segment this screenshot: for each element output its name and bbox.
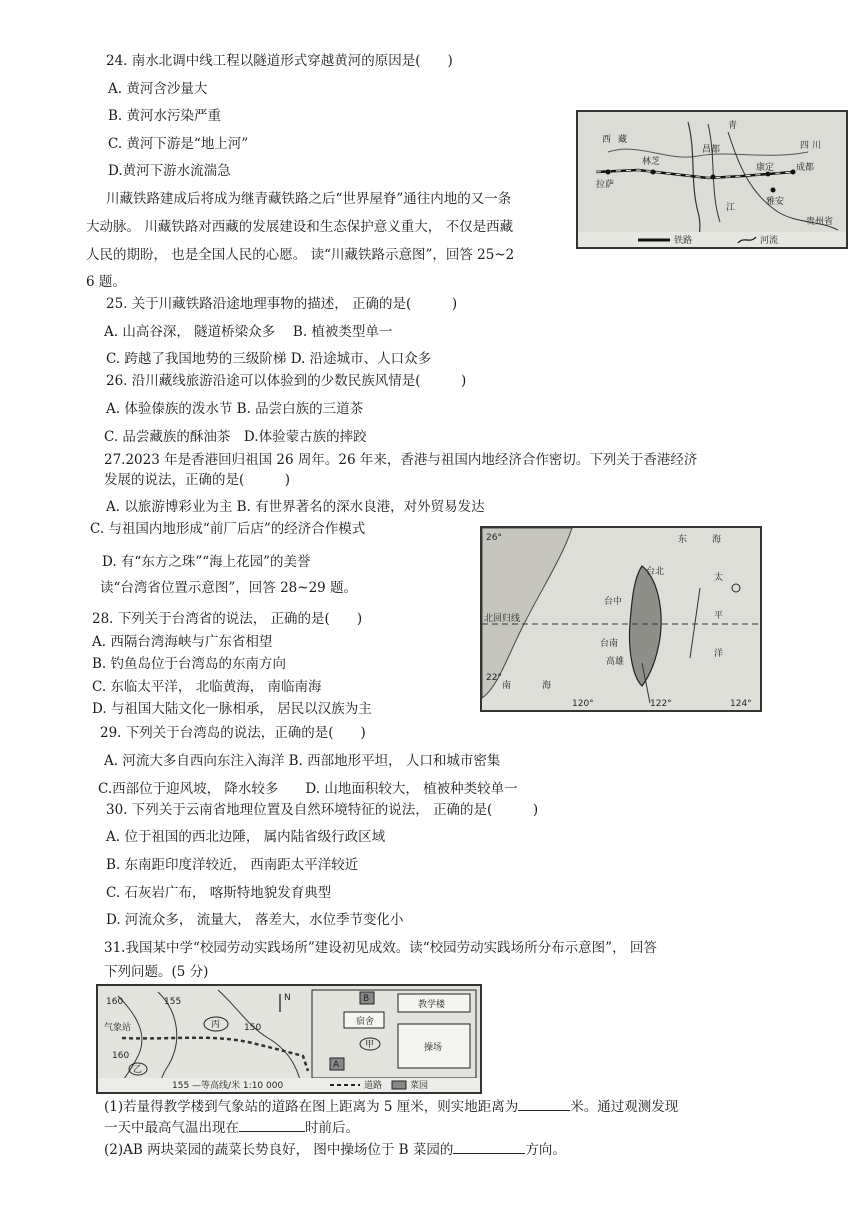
- sichuan-tibet-railway-map: [576, 110, 848, 249]
- q30-option-c: C. 石灰岩广布， 喀斯特地貌发育典型: [106, 885, 332, 901]
- map3-place-bing: 丙: [211, 1020, 221, 1030]
- map1-label-qamdo: 昌都: [702, 145, 721, 155]
- map2-label-taipei: 台北: [646, 567, 665, 577]
- map2-label-ping: 平: [714, 611, 724, 621]
- map1-label-xi: 西: [602, 135, 612, 145]
- q31-blank-direction[interactable]: [453, 1139, 525, 1154]
- q29-options-ab: A. 河流大多自西向东注入海洋 B. 西部地形平坦， 人口和城市密集: [104, 753, 501, 769]
- q30-option-b: B. 东南距印度洋较近， 西南距太平洋较近: [106, 857, 359, 873]
- map1-label-yaan: 雅安: [766, 197, 785, 207]
- map3-place-yi: 乙: [133, 1065, 143, 1075]
- map1-label-chuan: 川: [812, 141, 822, 151]
- q24-option-c: C. 黄河下游是“地上河”: [108, 136, 249, 152]
- map3-place-a: A: [333, 1060, 340, 1070]
- q31-sub1-text-d: 时前后。: [305, 1120, 359, 1136]
- q31-sub2-text-a: (2)AB 两块菜园的蔬菜长势良好， 图中操场位于 B 菜园的: [104, 1142, 454, 1158]
- map2-label-taichung: 台中: [604, 597, 623, 607]
- taiwan-position-map: [480, 526, 762, 712]
- map2-label-kaohsiung: 高雄: [606, 657, 625, 667]
- q26-options-ab: A. 体验傣族的泼水节 B. 品尝白族的三道茶: [106, 401, 364, 417]
- map1-legend-river: 河流: [760, 236, 779, 246]
- q31-sub2-text-b: 方向。: [525, 1142, 566, 1158]
- map3-building-teaching: 教学楼: [418, 1000, 446, 1010]
- q31-sub1-text-c: 一天中最高气温出现在: [104, 1120, 239, 1136]
- map2-label-tainan: 台南: [600, 639, 619, 649]
- q26-stem: 26. 沿川藏线旅游沿途可以体验到的少数民族风情是( ): [106, 373, 467, 389]
- map2-label-tropic: 北回归线: [484, 614, 521, 624]
- passage-line-2: 大动脉。 川藏铁路对西藏的发展建设和生态保护意义重大， 不仅是西藏: [86, 219, 514, 235]
- map3-legend-road: 道路: [364, 1081, 383, 1091]
- map1-label-jiang: 江: [726, 203, 736, 213]
- q29-options-cd: C.西部位于迎风坡， 降水较多 D. 山地面积较大， 植被种类较单一: [98, 781, 518, 797]
- map1-label-nyingchi: 林芝: [642, 157, 661, 167]
- map2-label-nan: 南: [502, 681, 512, 691]
- map1-label-lhasa: 拉萨: [596, 180, 615, 190]
- map1-label-si: 四: [800, 141, 810, 151]
- map3-legend-contour: 155 —等高线/米 1:10 000: [172, 1081, 284, 1091]
- q25-options-ab: A. 山高谷深， 隧道桥梁众多 B. 植被类型单一: [104, 324, 393, 340]
- q31-sub1-text-b: 米。通过观测发现: [570, 1099, 679, 1115]
- q31-blank-time[interactable]: [239, 1117, 305, 1132]
- q28-option-d: D. 与祖国大陆文化一脉相承， 居民以汉族为主: [92, 701, 372, 717]
- q24-option-d: D.黄河下游水流湍急: [108, 163, 231, 179]
- map1-label-kangding: 康定: [756, 163, 775, 173]
- q31-sub1-line-1: [104, 1096, 678, 1117]
- map3-north: N: [284, 993, 291, 1003]
- q24-option-a: A. 黄河含沙量大: [108, 81, 208, 97]
- taiwan-read-prompt: 读“台湾省位置示意图”，回答 28~29 题。: [100, 580, 358, 596]
- map2-tick-lon124: 124°: [730, 699, 752, 709]
- q25-options-cd: C. 跨越了我国地势的三级阶梯 D. 沿途城市、人口众多: [106, 351, 432, 367]
- q28-option-b: B. 钓鱼岛位于台湾岛的东南方向: [92, 656, 287, 672]
- map2-label-tai: 太: [714, 573, 724, 583]
- map1-label-guizhou: 贵州省: [806, 217, 834, 227]
- map3-place-b: B: [363, 994, 370, 1004]
- q29-stem: 29. 下列关于台湾岛的说法，正确的是( ): [100, 725, 366, 741]
- q28-option-c: C. 东临太平洋， 北临黄海， 南临南海: [92, 679, 322, 695]
- map3-building-dorm: 宿舍: [356, 1017, 375, 1027]
- q25-stem: 25. 关于川藏铁路沿途地理事物的描述， 正确的是( ): [106, 296, 458, 312]
- q30-option-d: D. 河流众多， 流量大， 落差大，水位季节变化小: [106, 912, 404, 928]
- map3-place-jia: 甲: [365, 1040, 375, 1050]
- map3-contour-160-top: 160: [106, 997, 124, 1007]
- map3-contour-155: 155: [164, 997, 182, 1007]
- q31-sub1-line-2: [104, 1117, 359, 1138]
- map2-label-hai-south: 海: [542, 681, 552, 691]
- q27-option-c: C. 与祖国内地形成“前厂后店”的经济合作模式: [90, 521, 366, 537]
- passage-line-4: 6 题。: [86, 274, 126, 290]
- map3-contour-160-bottom: 160: [112, 1051, 130, 1061]
- map2-tick-lat22: 22°: [486, 673, 502, 683]
- q31-stem-line-1: 31.我国某中学“校园劳动实践场所”建设初见成效。读“校园劳动实践场所分布示意图”， 回答: [104, 940, 657, 956]
- campus-practice-site-map: [96, 984, 482, 1094]
- q31-sub2-line: [104, 1139, 566, 1160]
- q28-option-a: A. 西隔台湾海峡与广东省相望: [92, 634, 273, 650]
- q31-stem-line-2: 下列问题。(5 分): [104, 964, 209, 980]
- q30-stem: 30. 下列关于云南省地理位置及自然环境特征的说法， 正确的是( ): [106, 802, 539, 818]
- q28-stem: 28. 下列关于台湾省的说法， 正确的是( ): [92, 611, 363, 627]
- q27-options-ab: A. 以旅游博彩业为主 B. 有世界著名的深水良港，对外贸易发达: [106, 499, 485, 515]
- q26-options-cd: C. 品尝藏族的酥油茶 D.体验蒙古族的摔跤: [104, 429, 367, 445]
- map1-label-chengdu: 成都: [796, 163, 815, 173]
- map1-label-qing: 青: [728, 121, 738, 131]
- q31-blank-distance[interactable]: [518, 1096, 570, 1111]
- map3-building-playground: 操场: [424, 1043, 443, 1053]
- passage-line-1: 川藏铁路建成后将成为继青藏铁路之后“世界屋脊”通往内地的又一条: [106, 191, 512, 207]
- map2-tick-lon120: 120°: [572, 699, 594, 709]
- passage-line-3: 人民的期盼， 也是全国人民的心愿。 读“川藏铁路示意图”，回答 25~2: [86, 247, 515, 263]
- map3-contour-150: 150: [244, 1023, 262, 1033]
- map2-tick-lat26: 26°: [486, 533, 502, 543]
- q27-stem-line-2: 发展的说法，正确的是( ): [104, 472, 291, 488]
- q31-sub1-text-a: (1)若量得教学楼到气象站的道路在图上距离为 5 厘米，则实地距离为: [104, 1099, 519, 1115]
- map3-weather-station: 气象站: [104, 1023, 132, 1033]
- map1-legend-rail: 铁路: [674, 236, 693, 246]
- map2-tick-lon122: 122°: [650, 699, 672, 709]
- q27-option-d: D. 有“东方之珠”“海上花园”的美誉: [102, 554, 311, 570]
- q30-option-a: A. 位于祖国的西北边陲， 属内陆省级行政区域: [106, 829, 386, 845]
- map1-label-zang: 藏: [618, 135, 628, 145]
- map2-label-dong: 东: [678, 535, 688, 545]
- q24-option-b: B. 黄河水污染严重: [108, 108, 222, 124]
- map3-legend-garden: 菜园: [410, 1081, 429, 1091]
- map2-label-hai: 海: [712, 535, 722, 545]
- q27-stem-line-1: 27.2023 年是香港回归祖国 26 周年。26 年来，香港与祖国内地经济合作密切。下列关于香港经济: [104, 452, 698, 468]
- map2-label-yang: 洋: [714, 649, 724, 659]
- q24-stem: 24. 南水北调中线工程以隧道形式穿越黄河的原因是( ): [106, 53, 453, 69]
